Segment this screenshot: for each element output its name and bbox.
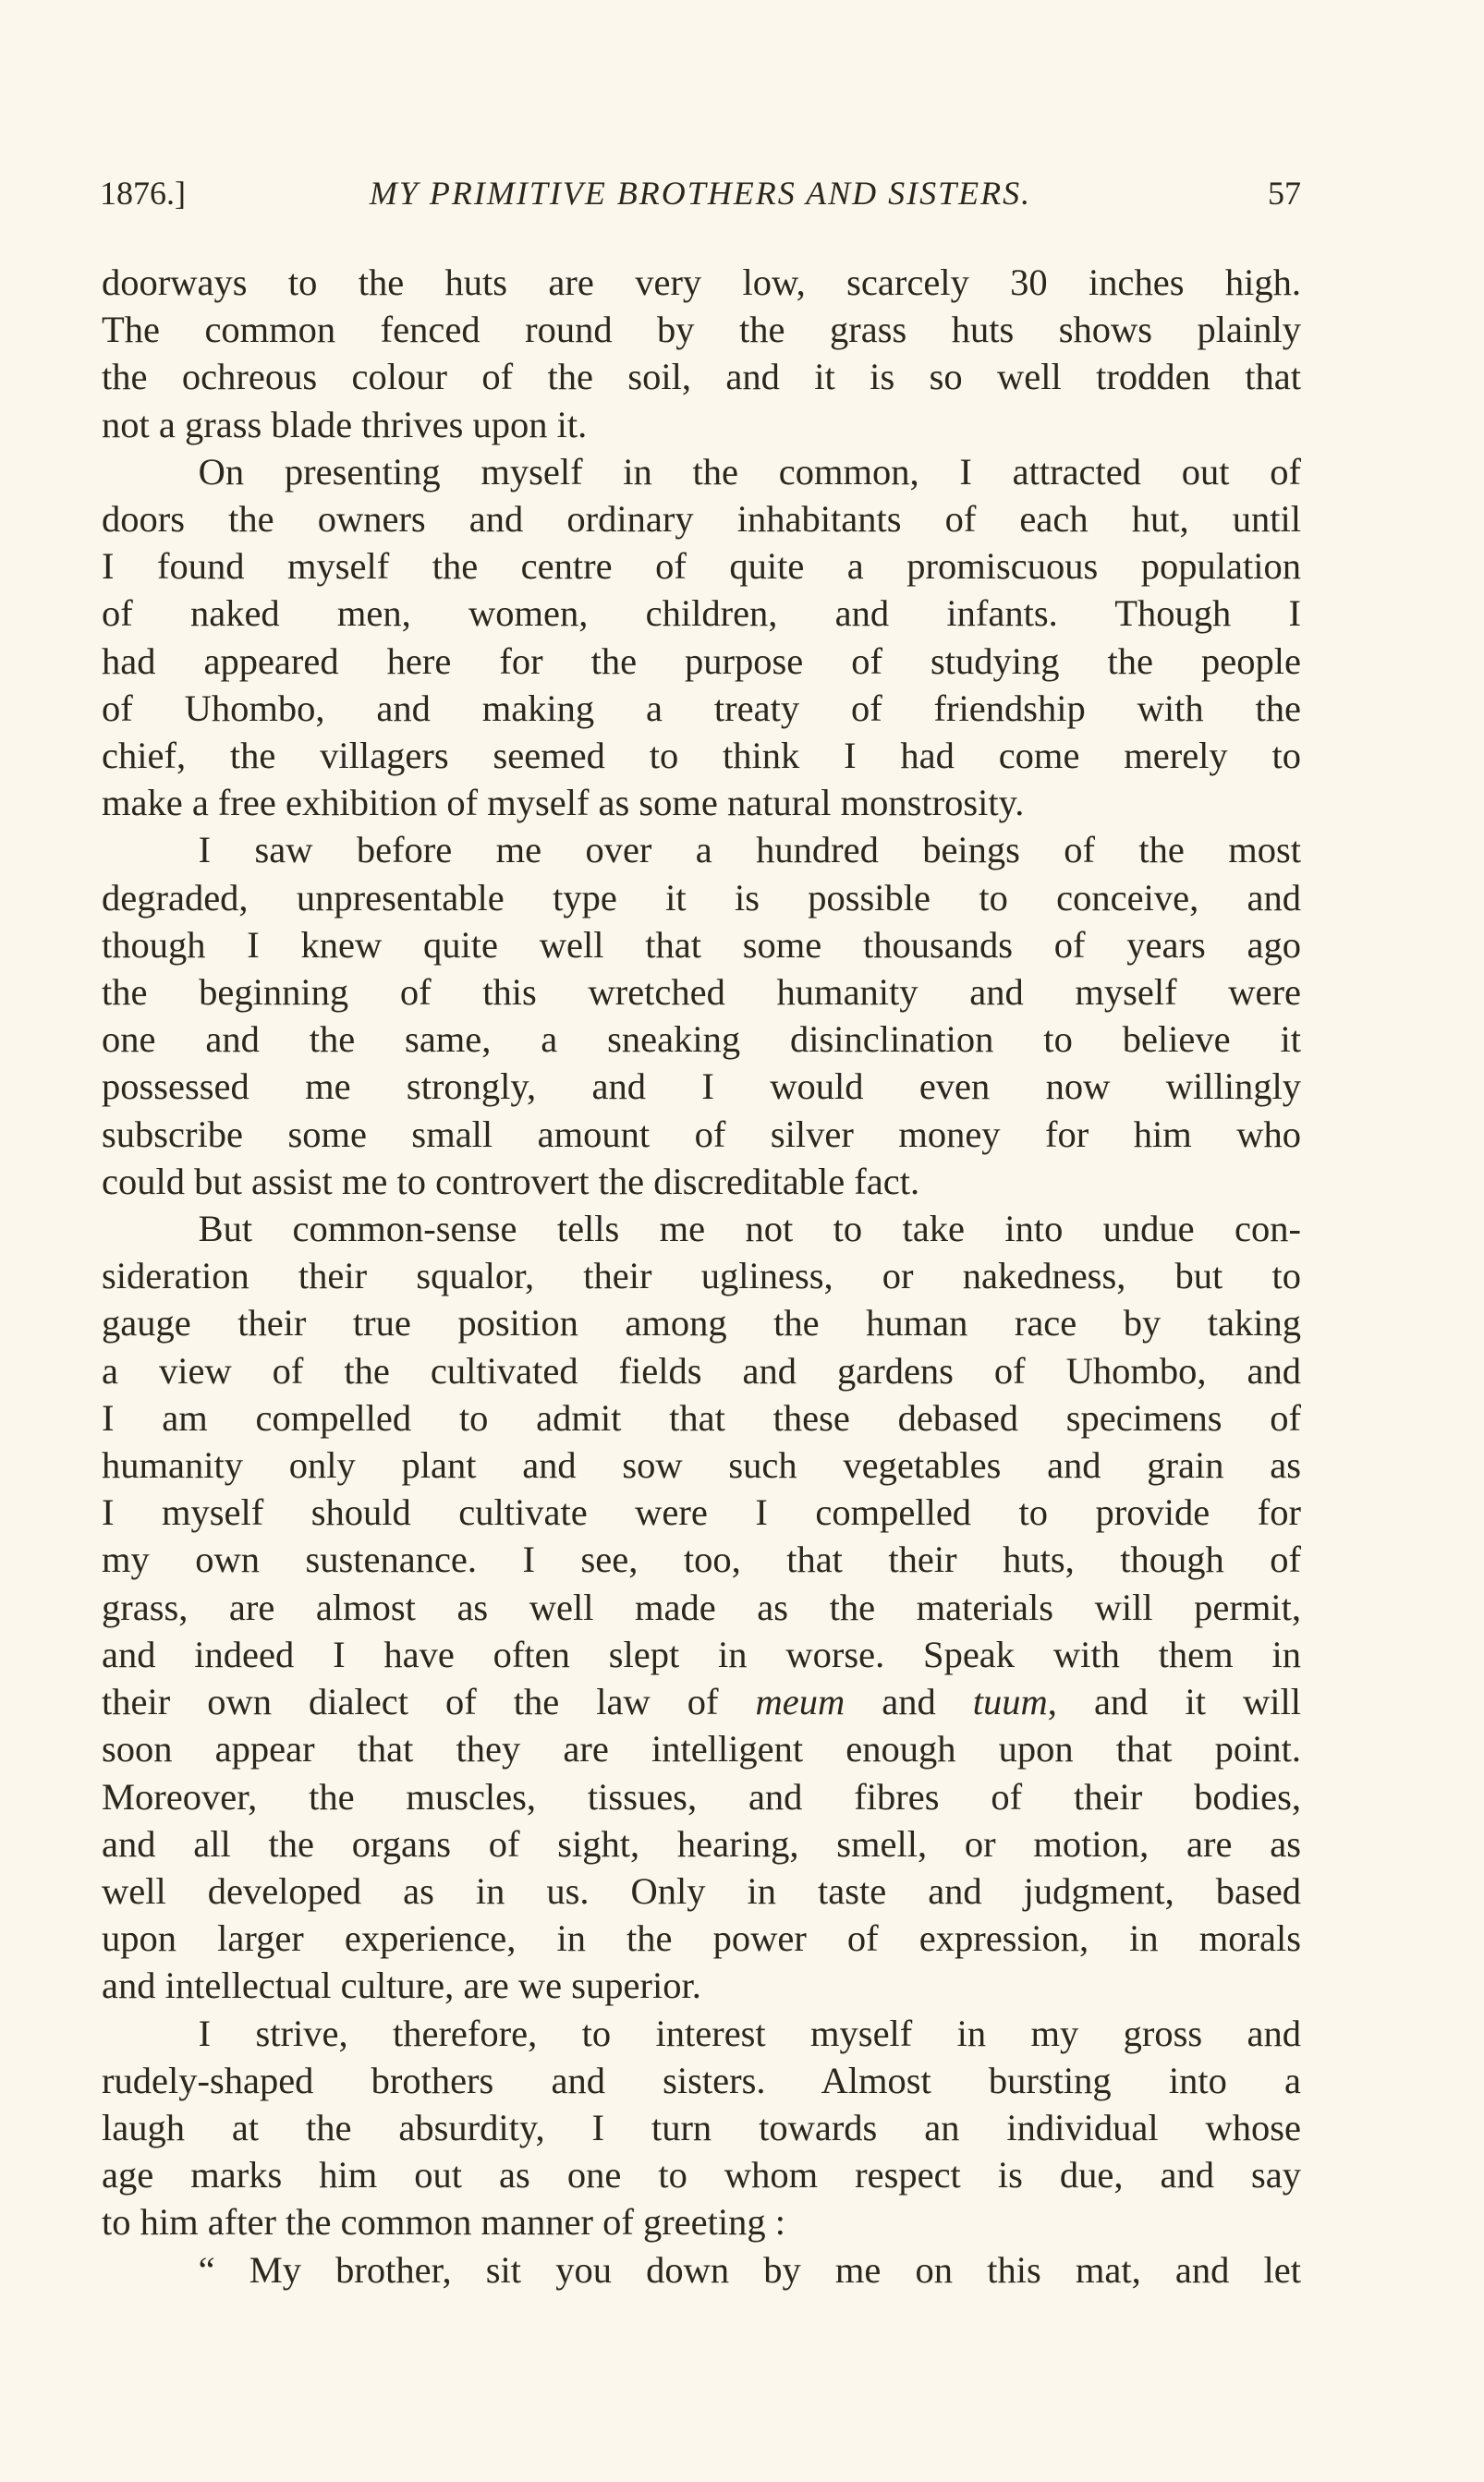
header-year: 1876.] [100, 175, 186, 212]
text-line: The common fenced round by the grass huts shows plainly [102, 309, 1301, 351]
text-line: the ochreous colour of the soil, and it is so well trodden that [102, 356, 1301, 398]
paragraph [102, 259, 1301, 448]
text-line: had appeared here for the purpose of studying the people [102, 639, 1301, 682]
text-line: of naked men, women, children, and infants. Though I [102, 592, 1301, 635]
text-line: doors the owners and ordinary inhabitants of each hut, until [102, 498, 1301, 541]
text-line: sideration their squalor, their ugliness, or nakedness, but to [102, 1255, 1301, 1297]
text-line: soon appear that they are intelligent enough upon that point. [102, 1728, 1301, 1770]
text-line: degraded, unpresentable type it is possible to conceive, and [102, 876, 1301, 919]
text-line: Moreover, the muscles, tissues, and fibres of their bodies, [102, 1775, 1301, 1818]
text-line: subscribe some small amount of silver money for him who [102, 1113, 1301, 1155]
text-line: rudely-shaped brothers and sisters. Almost bursting into a [102, 2059, 1301, 2101]
running-head [100, 174, 1301, 218]
text-line: humanity only plant and sow such vegetables and grain as [102, 1444, 1301, 1487]
text-line: not a grass blade thrives upon it. [102, 403, 588, 445]
paragraph [102, 2010, 1301, 2246]
text-line: one and the same, a sneaking disinclination to believe it [102, 1018, 1301, 1061]
text-line: and intellectual culture, are we superior. [102, 1965, 701, 2007]
paragraph [102, 448, 1301, 827]
text-line: I saw before me over a hundred beings of the most [198, 829, 1301, 871]
text-line: I myself should cultivate were I compelled to provide for [102, 1491, 1301, 1534]
text-line: of Uhombo, and making a treaty of friendship with the [102, 687, 1301, 729]
text-line: and all the organs of sight, hearing, smell, or motion, are as [102, 1822, 1301, 1865]
text-line: “ My brother, sit you down by me on this mat, and let [198, 2248, 1301, 2291]
text-line: possessed me strongly, and I would even now willingly [102, 1065, 1301, 1108]
text-line: laugh at the absurdity, I turn towards an individual whose [102, 2106, 1301, 2148]
text-line: But common-sense tells me not to take into undue con- [198, 1208, 1301, 1250]
text-line: age marks him out as one to whom respect is due, and say [102, 2154, 1301, 2196]
text-line: grass, are almost as well made as the materials will permit, [102, 1586, 1301, 1628]
text-line: On presenting myself in the common, I attracted out of [198, 450, 1301, 493]
text-line: my own sustenance. I see, too, that their huts, though of [102, 1539, 1301, 1581]
paragraph [102, 826, 1301, 1205]
text-line: chief, the villagers seemed to think I had come merely to [102, 735, 1301, 777]
text-line: make a free exhibition of myself as some natural monstrosity. [102, 782, 1025, 824]
text-line: doorways to the huts are very low, scarcely 30 inches high. [102, 262, 1301, 303]
text-line: I strive, therefore, to interest myself in my gross and [198, 2012, 1301, 2054]
text-line: gauge their true position among the human race by taking [102, 1302, 1301, 1344]
text-line: though I knew quite well that some thousands of years ago [102, 923, 1301, 966]
text-line: well developed as in us. Only in taste and judgment, based [102, 1869, 1301, 1912]
page-number: 57 [1268, 175, 1301, 212]
text-line: could but assist me to controvert the discreditable fact. [102, 1160, 920, 1202]
paragraph [102, 2246, 1301, 2293]
text-line: upon larger experience, in the power of expression, in morals [102, 1917, 1301, 1960]
text-line: I found myself the centre of quite a promiscuous population [102, 545, 1301, 588]
text-line: I am compelled to admit that these debased specimens of [102, 1396, 1301, 1439]
text-line: and indeed I have often slept in worse. Speak with them in [102, 1633, 1301, 1675]
text-line: their own dialect of the law of meum and tuum, and it will [102, 1681, 1301, 1723]
paragraph [102, 1205, 1301, 2009]
text-line: to him after the common manner of greeting : [102, 2201, 786, 2244]
running-title: MY PRIMITIVE BROTHERS AND SISTERS. [369, 175, 1032, 212]
text-line: a view of the cultivated fields and gardens of Uhombo, and [102, 1349, 1301, 1392]
text-line: the beginning of this wretched humanity and myself were [102, 971, 1301, 1014]
body-text [102, 259, 1301, 2293]
